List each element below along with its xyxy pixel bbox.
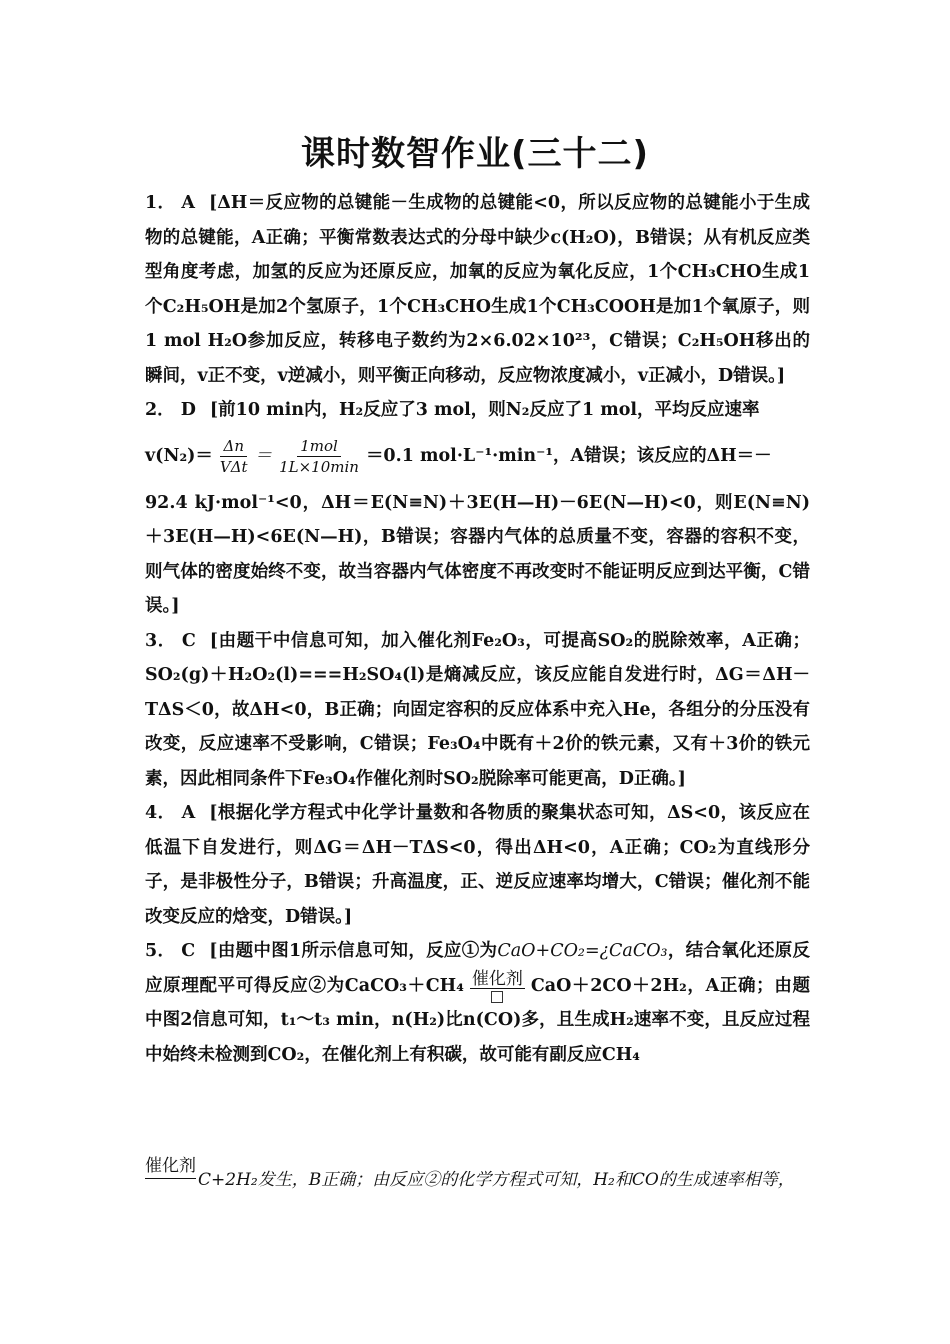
answer-item-5 [145, 934, 810, 1072]
answer-explanation: [ΔH＝反应物的总键能－生成物的总键能<0，所以反应物的总键能小于生成物的总键能，A正确；平衡常数表达式的分母中缺少c(H₂O)，B错误；从有机反应类型角度考虑，加氢的反应为还原反应，加氧的反应为氧化反应，1个CH₃CHO生成1个C₂H₅OH是加2个氢原子，1个CH₃CHO生成1个CH₃COOH是加1个氧原子，则1 mol H₂O参加反应，转移电子数约为2×6.02×10²³，C错误；C₂H₅OH移出的瞬间，v正不变，v逆减小，则平衡正向移动，反应物浓度减小，v正减小，D错误。] [145, 193, 810, 386]
answer-explanation: [由题中图1所示信息可知，反应①为 [209, 941, 498, 961]
answer-number: 2． [145, 400, 175, 420]
answer-explanation: [前10 min内，H₂反应了3 mol，则N₂反应了1 mol，平均反应速率 [209, 400, 760, 420]
catalyst-arrow [470, 970, 525, 1003]
answer-item-4 [145, 796, 810, 934]
answer-explanation-continued: CaO＋2CO＋2H₂，A正确；由题中图2信息可知，t₁～t₃ min，n(H₂)比n(CO)多，且生成H₂速率不变，且反应过程中始终未检测到CO₂，在催化剂上有积碳，故可能有副反应CH₄ [145, 975, 810, 1065]
rate-result: ＝0.1 mol·L⁻¹·min⁻¹，A错误；该反应的ΔH＝－ [365, 446, 772, 467]
fraction-denominator: 1L×10min [279, 458, 359, 476]
rate-lhs: v(N₂)＝ [145, 446, 213, 467]
fraction-rate-formula [217, 436, 251, 477]
fraction-numerator: Δn [220, 436, 247, 457]
answer-number: 1． [145, 193, 176, 213]
answer-number: 3． [145, 630, 176, 651]
rate-equation [145, 428, 810, 486]
fraction-denominator: VΔt [219, 458, 248, 476]
answer-explanation-continued: 92.4 kJ·mol⁻¹<0，ΔH＝E(N≡N)＋3E(H—H)－6E(N—H)<0，则E(N≡N)＋3E(H—H)<6E(N—H)，B错误；容器内气体的总质量不变，容器的容积不变，则气体的密度始终不变，故当容器内气体密度不再改变时不能证明反应到达平衡，C错误。] [145, 492, 810, 616]
page-title: 课时数智作业(三十二) [300, 134, 650, 174]
answer-list [145, 186, 810, 1072]
inline-equation: CaO+CO₂=¿CaCO₃ [497, 941, 668, 961]
answer-explanation-continued: ，结合氧化还原反应原理配平可得反应②为CaCO₃＋CH₄ [145, 941, 811, 996]
equals-sign: ＝ [254, 446, 273, 467]
catalyst-label: 催化剂 [145, 1154, 196, 1179]
answer-item-1 [145, 186, 810, 393]
answer-explanation-continued: C+2H₂发生，B正确；由反应②的化学方程式可知，H₂和CO的生成速率相等， [198, 1170, 795, 1190]
answer-letter: A [181, 193, 195, 213]
placeholder-box-icon [491, 991, 503, 1003]
answer-letter: C [181, 941, 196, 961]
catalyst-label: 催化剂 [471, 968, 523, 989]
answer-item-3 [145, 624, 810, 797]
answer-number: 4． [145, 803, 176, 823]
fraction-numerator: 1mol [297, 436, 341, 457]
answer-letter: A [181, 803, 196, 823]
fraction-rate-values [276, 436, 362, 477]
answer-5-final-line [145, 1154, 905, 1192]
answer-letter: D [180, 400, 196, 420]
answer-explanation: [根据化学方程式中化学计量数和各物质的聚集状态可知，ΔS<0，该反应在低温下自发进行，则ΔG＝ΔH－TΔS<0，得出ΔH<0，A正确；CO₂为直线形分子，是非极性分子，B错误；升高温度，正、逆反应速率均增大，C错误；催化剂不能改变反应的焓变，D错误。] [145, 803, 810, 927]
answer-number: 5． [145, 941, 176, 961]
answer-item-2 [145, 393, 810, 624]
answer-explanation: [由题干中信息可知，加入催化剂Fe₂O₃，可提高SO₂的脱除效率，A正确；SO₂(g)＋H₂O₂(l)===H₂SO₄(l)是熵减反应，该反应能自发进行时，ΔG＝ΔH－TΔS＜0，故ΔH<0，B正确；向固定容积的反应体系中充入He，各组分的分压没有改变，反应速率不受影响，C错误；Fe₃O₄中既有＋2价的铁元素，又有＋3价的铁元素，因此相同条件下Fe₃O₄作催化剂时SO₂脱除率可能更高，D正确。] [145, 630, 810, 789]
answer-letter: C [181, 630, 196, 651]
